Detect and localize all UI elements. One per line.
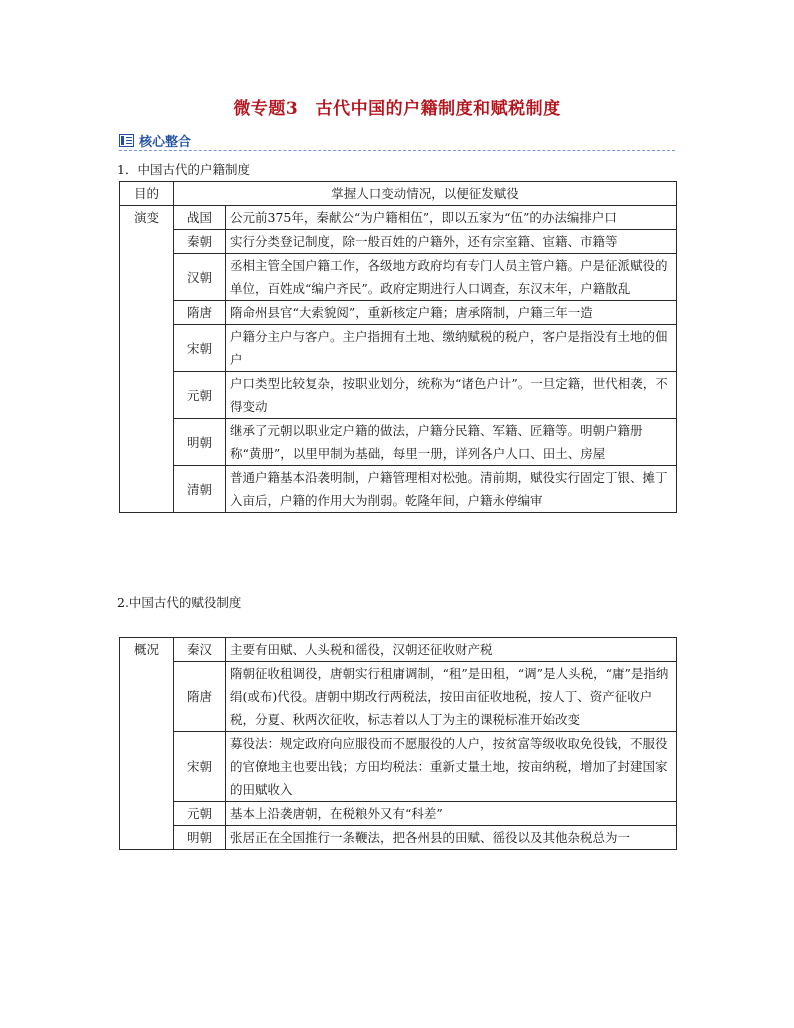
table-row bbox=[120, 466, 677, 513]
period-cell: 宋朝 bbox=[174, 325, 226, 372]
overview-label: 概况 bbox=[120, 638, 174, 850]
period-cell: 元朝 bbox=[174, 372, 226, 419]
table-row bbox=[120, 325, 677, 372]
table-row bbox=[120, 182, 677, 206]
period-cell: 清朝 bbox=[174, 466, 226, 513]
period-cell: 宋朝 bbox=[174, 732, 226, 802]
period-cell: 隋唐 bbox=[174, 662, 226, 732]
household-registration-heading: 1．中国古代的户籍制度 bbox=[117, 162, 250, 177]
period-cell: 明朝 bbox=[174, 826, 226, 850]
table-row bbox=[120, 372, 677, 419]
table-row bbox=[120, 802, 677, 826]
period-cell: 秦汉 bbox=[174, 638, 226, 662]
content-cell: 普通户籍基本沿袭明制，户籍管理相对松弛。清前期，赋役实行固定丁银、摊丁入亩后，户籍的作用大为削弱。乾隆年间，户籍永停编审 bbox=[226, 466, 677, 513]
period-cell: 明朝 bbox=[174, 419, 226, 466]
evolution-label: 演变 bbox=[120, 206, 174, 513]
content-cell: 张居正在全国推行一条鞭法，把各州县的田赋、徭役以及其他杂税总为一 bbox=[226, 826, 677, 850]
table-row bbox=[120, 230, 677, 254]
period-cell: 汉朝 bbox=[174, 254, 226, 301]
content-cell: 继承了元朝以职业定户籍的做法，户籍分民籍、军籍、匠籍等。明朝户籍册称“黄册”，以里甲制为基础，每里一册，详列各户人口、田土、房屋 bbox=[226, 419, 677, 466]
content-cell: 基本上沿袭唐朝，在税粮外又有“科差” bbox=[226, 802, 677, 826]
purpose-label: 目的 bbox=[120, 182, 174, 206]
content-cell: 公元前375年，秦献公“为户籍相伍”，即以五家为“伍”的办法编排户口 bbox=[226, 206, 677, 230]
content-cell: 丞相主管全国户籍工作，各级地方政府均有专门人员主管户籍。户是征派赋役的单位，百姓成“编户齐民”。政府定期进行人口调查，东汉末年，户籍散乱 bbox=[226, 254, 677, 301]
page-title: 微专题3 古代中国的户籍制度和赋税制度 bbox=[233, 99, 561, 119]
table-row bbox=[120, 638, 677, 662]
household-registration-table bbox=[119, 181, 677, 513]
content-cell: 隋命州县官“大索貌阅”，重新核定户籍；唐承隋制，户籍三年一造 bbox=[226, 301, 677, 325]
table-row bbox=[120, 826, 677, 850]
period-cell: 战国 bbox=[174, 206, 226, 230]
table-row bbox=[120, 662, 677, 732]
purpose-text: 掌握人口变动情况，以便征发赋役 bbox=[174, 182, 677, 206]
taxation-table bbox=[119, 637, 677, 850]
period-cell: 秦朝 bbox=[174, 230, 226, 254]
table-row bbox=[120, 301, 677, 325]
content-cell: 主要有田赋、人头税和徭役，汉朝还征收财产税 bbox=[226, 638, 677, 662]
section-divider bbox=[119, 150, 675, 151]
table-row bbox=[120, 206, 677, 230]
content-cell: 户口类型比较复杂，按职业划分，统称为“诸色户计”。一旦定籍，世代相袭，不得变动 bbox=[226, 372, 677, 419]
period-cell: 元朝 bbox=[174, 802, 226, 826]
section-list-icon bbox=[119, 134, 134, 147]
table-row bbox=[120, 254, 677, 301]
table-row bbox=[120, 419, 677, 466]
table-row bbox=[120, 732, 677, 802]
content-cell: 隋朝征收租调役，唐朝实行租庸调制，“租”是田租，“调”是人头税，“庸”是指纳绢(或布)代役。唐朝中期改行两税法，按田亩征收地税，按人丁、资产征收户税，分夏、秋两次征收，标志着以人丁为主的课税标准开始改变 bbox=[226, 662, 677, 732]
section-label: 核心整合 bbox=[139, 134, 192, 150]
content-cell: 实行分类登记制度，除一般百姓的户籍外，还有宗室籍、宦籍、市籍等 bbox=[226, 230, 677, 254]
content-cell: 户籍分主户与客户。主户指拥有土地、缴纳赋税的税户，客户是指没有土地的佃户 bbox=[226, 325, 677, 372]
period-cell: 隋唐 bbox=[174, 301, 226, 325]
taxation-heading: 2.中国古代的赋役制度 bbox=[117, 595, 242, 610]
section-header bbox=[119, 131, 191, 149]
content-cell: 募役法：规定政府向应服役而不愿服役的人户，按贫富等级收取免役钱，不服役的官僚地主也要出钱；方田均税法：重新丈量土地，按亩纳税，增加了封建国家的田赋收入 bbox=[226, 732, 677, 802]
